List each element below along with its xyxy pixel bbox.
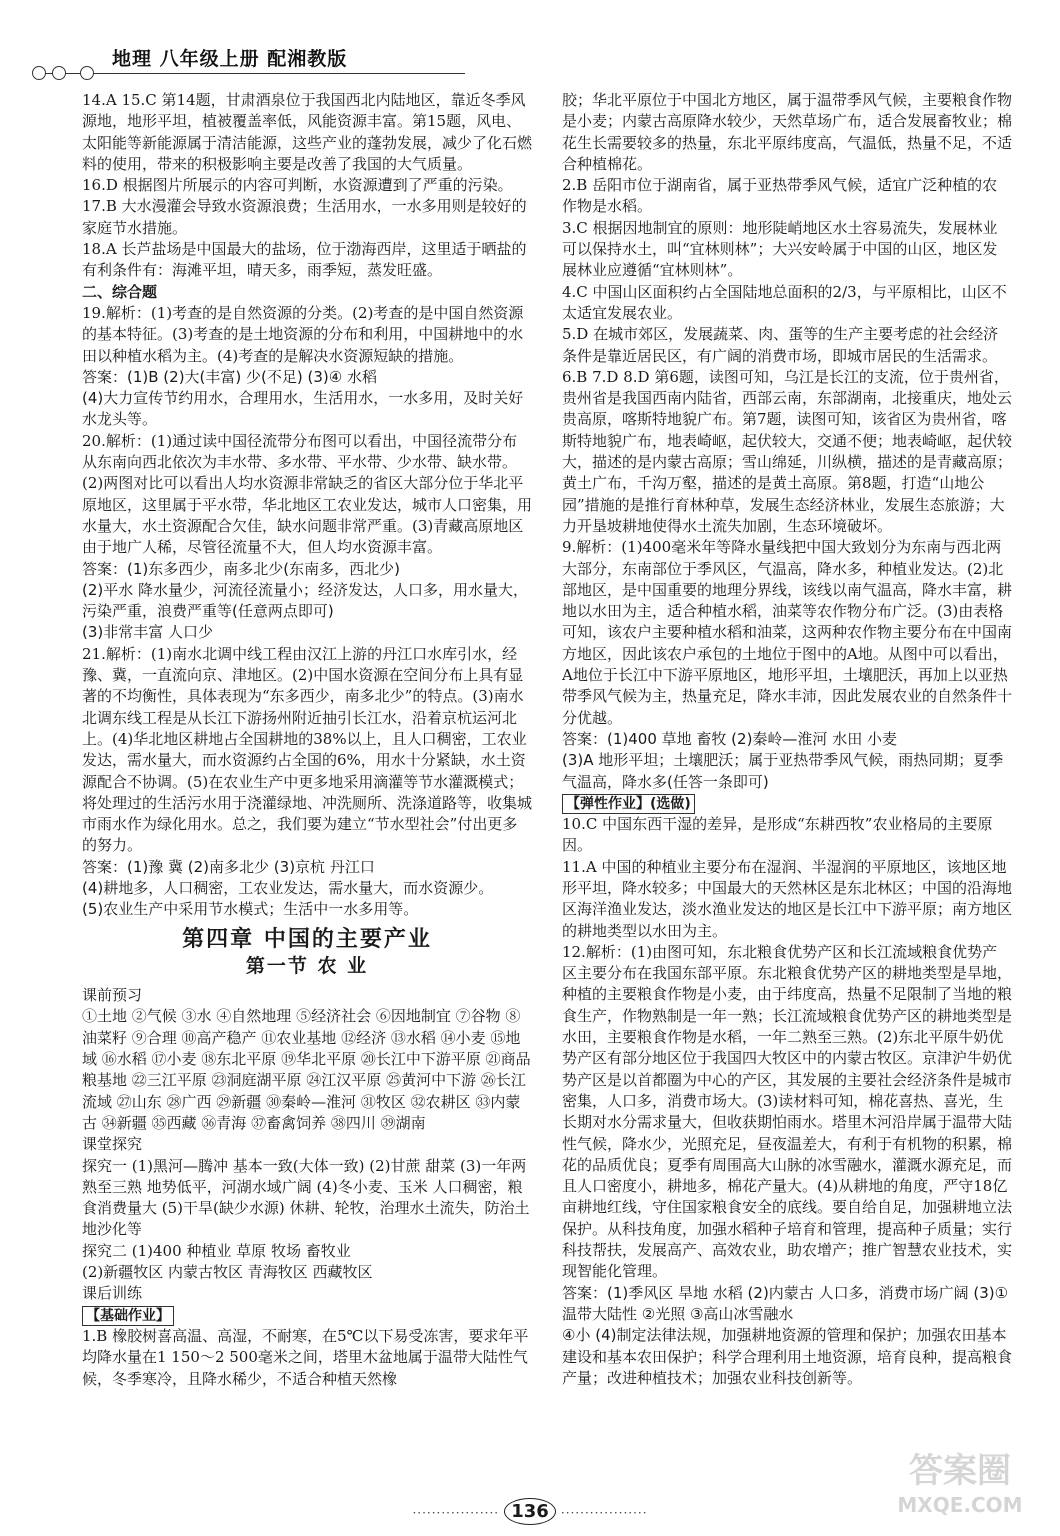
header-rule [40, 73, 465, 74]
analysis-9: 9.解析：(1)400毫米年等降水量线把中国大致划分为东南与西北两大部分，东南部位于季风区，气温高，降水多，种植业发达。(2)北部地区，是中国重要的地理分界线，该线以南气温高，降水丰富，耕地以水田为主，适合种植水稻，油菜等农作物分布广泛。(3)由表格可知，该农户主要种植水稻和油菜，这两种农作物主要分布在中国南方地区，因此该农户承包的土地位于图中的A地。从图中可以看出，A地位于长江中下游平原地区，地形平坦，土壤肥沃，再加上以亚热带季风气候为主，热量充足，降水丰沛，因此发展农业的自然条件十分优越。 [562, 538, 1013, 727]
analysis-20: 20.解析：(1)通过读中国径流带分布图可以看出，中国径流带分布从东南向西北依次为丰水带、多水带、平水带、少水带、缺水带。(2)两图对比可以看出人均水资源非常缺乏的省区大部分位于华北平原地区，这里属于平水带，华北地区工农业发达，城市人口密集，用水量大，水土资源配合欠佳，缺水问题非常严重。(3)青藏高原地区由于地广人稀，尽管径流量不大，但人均水资源丰富。 [82, 431, 533, 557]
watermark-logo [880, 1440, 1040, 1520]
footer-dots-left: ·················· [412, 1506, 500, 1520]
footer-dots-right: ·················· [560, 1506, 648, 1520]
elastic-homework-tag: 【弹性作业】(选做) [562, 794, 695, 814]
answer-9-cont: (3)A 地形平坦；土壤肥沃；属于亚热带季风气候，雨热同期；夏季气温高，降水多(任答一条即可) [562, 751, 1004, 791]
right-column [562, 90, 1012, 1389]
page-header [0, 0, 1060, 95]
answer-2: 2.B 岳阳市位于湖南省，属于亚热带季风气候，适宜广泛种植的农作物是水稻。 [562, 176, 998, 216]
answer-6-8: 6.B 7.D 8.D 第6题，读图可知，乌江是长江的支流，位于贵州省，贵州省是我国西南内陆省，西部云南，东部湖南，北接重庆，地处云贵高原，喀斯特地貌广布。第7题，读图可知，该省区为贵州省，喀斯特地貌广布，地表崎岖，起伏较大，交通不便；地表崎岖，起伏较大，描述的是内蒙古高原；雪山绵延，川纵横，描述的是青藏高原；黄土广布，千沟万壑，描述的是黄土高原。第8题，打造“山地公园”措施的是推行育林种草，发展生态经济林业，发展生态旅游；大力开垦坡耕地使得水土流失加剧，生态环境破坏。 [562, 367, 1013, 535]
preview-answers: ①土地 ②气候 ③水 ④自然地理 ⑤经济社会 ⑥因地制宜 ⑦谷物 ⑧油菜籽 ⑨合理 ⑩高产稳产 ⑪农业基地 ⑫经济 ⑬水稻 ⑭小麦 ⑮地域 ⑯水稻 ⑰小麦 ⑱东北平原 ⑲华北平原 ⑳长江中下游平原 ㉑商品粮基地 ㉒三江平原 ㉓洞庭湖平原 ㉔江汉平原 ㉕黄河中下游 ㉖长江流域 ㉗山东 ㉘广西 ㉙新疆 ㉚秦岭—淮河 ㉛牧区 ㉜农耕区 ㉝内蒙古 ㉞新疆 ㉟西藏 ㊱青海 ㊲畜禽饲养 ㊳四川 ㊴湖南 [82, 1007, 531, 1132]
answer-21-cont: (5)农业生产中采用节水模式；生活中一水多用等。 [82, 900, 419, 919]
ornament-circle [32, 66, 46, 80]
preview-label: 课前预习 [82, 986, 143, 1005]
section-label: 二、综合题 [82, 282, 158, 301]
explore-two: 探究二 (1)400 种植业 草原 牧场 畜牧业 [82, 1241, 351, 1260]
answer-21-cont: (4)耕地多，人口稠密，工农业发达，需水量大，而水资源少。 [82, 878, 494, 897]
ornament-circle [52, 66, 66, 80]
answer-20-cont: (2)平水 降水量少，河流径流量小；经济发达，人口多，用水量大，污染严重，浪费严重等(任意两点即可) [82, 580, 529, 621]
answer-11: 11.A 中国的种植业主要分布在湿润、半湿润的平原地区，该地区地形平坦，降水较多；中国最大的天然林区是东北林区；中国的沿海地区海洋渔业发达，淡水渔业发达的地区是长江中下游平原；南方地区的耕地类型以水田为主。 [562, 857, 1013, 940]
answer-12-cont: ④小 (4)制定法律法规，加强耕地资源的管理和保护；加强农田基本建设和基本农田保护；科学合理利用土地资源，培育良种，提高粮食产量；改进种植技术；加强农业科技创新等。 [562, 1326, 1013, 1387]
after-class-label: 课后训练 [82, 1284, 143, 1303]
watermark-url: MXQE.COM [897, 1493, 1023, 1517]
answer-20-cont: (3)非常丰富 人口少 [82, 623, 214, 642]
chapter-title: 第四章 中国的主要产业 [182, 926, 432, 952]
class-label: 课堂探究 [82, 1135, 143, 1154]
analysis-21: 21.解析：(1)南水北调中线工程由汉江上游的丹江口水库引水，经豫、冀，一直流向京、津地区。(2)中国水资源在空间分布上具有显著的不均衡性，具体表现为“东多西少，南多北少”的特点。(3)南水北调东线工程是从长江下游扬州附近抽引长江水，沿着京杭运河北上。(4)华北地区耕地占全国耕地的38%以上，且人口稠密，工农业发达，需水量大，而水资源约占全国的6%，用水十分紧缺，水土资源配合不协调。(5)在农业生产中更多地采用滴灌等节水灌溉模式；将处理过的生活污水用于浇灌绿地、冲洗厕所、洗涤道路等，收集城市雨水作为绿化用水。总之，我们要为建立“节水型社会”付出更多的努力。 [82, 644, 533, 855]
answer-item: 14.A 15.C 第14题，甘肃酒泉位于我国西北内陆地区，靠近冬季风源地，地形平坦，植被覆盖率低，风能资源丰富。第15题，风电、太阳能等新能源属于清洁能源，这些产业的蓬勃发展，减少了化石燃料的使用，带来的积极影响主要是改善了我国的大气质量。 [82, 91, 533, 173]
explore-one: 探究一 (1)黑河—腾冲 基本一致(大体一致) (2)甘蔗 甜菜 (3)一年两熟至三熟 地势低平，河湖水域广阔 (4)冬小麦、玉米 人口稠密，粮食消费量大 (5)干旱(缺少水源) 休耕、轮牧，治理水土流失，防治土地沙化等 [82, 1156, 530, 1239]
answer-21: 答案：(1)豫 冀 (2)南多北少 (3)京杭 丹江口 [82, 857, 375, 876]
answer-10: 10.C 中国东西干湿的差异，是形成“东耕西牧”农业格局的主要原因。 [562, 815, 993, 855]
answer-5: 5.D 在城市郊区，发展蔬菜、肉、蛋等的生产主要考虑的社会经济条件是靠近居民区，有广阔的消费市场，即城市居民的生活需求。 [562, 325, 999, 365]
answer-item: 16.D 根据图片所展示的内容可判断，水资源遭到了严重的污染。 [82, 176, 513, 195]
answer-item: 18.A 长芦盐场是中国最大的盐场，位于渤海西岸，这里适于晒盐的有利条件有：海滩平坦，晴天多，雨季短，蒸发旺盛。 [82, 240, 527, 280]
answer-1-cont: 胶；华北平原位于中国北方地区，属于温带季风气候，主要粮食作物是小麦；内蒙古高原降水较少，天然草场广布，适合发展畜牧业；棉花生长需要较多的热量，东北平原纬度高，气温低，热量不足，不适合种植棉花。 [562, 91, 1013, 173]
analysis-19: 19.解析：(1)考查的是自然资源的分类。(2)考查的是中国自然资源的基本特征。(3)考查的是土地资源的分布和利用，中国耕地中的水田以种植水稻为主。(4)考查的是解决水资源短缺的措施。 [82, 303, 524, 365]
analysis-12: 12.解析：(1)由图可知，东北粮食优势产区和长江流域粮食优势产区主要分布在我国东部平原。东北粮食优势产区的耕地类型是旱地，种植的主要粮食作物是小麦，由于纬度高，热量不足限制了当地的粮食生产，作物熟制是一年一熟；长江流域粮食优势产区的耕地类型是水田，主要粮食作物是水稻，一年二熟至三熟。(2)东北平原牛奶优势产区有部分地区位于我国四大牧区中的内蒙古牧区。京津沪牛奶优势产区是以首都圈为中心的产区，其发展的主要社会经济条件是城市密集，人口多，消费市场大。(3)读材料可知，棉花喜热、喜光，生长期对水分需求量大，但收获期怕雨水。塔里木河沿岸属于温带大陆性气候，降水少，光照充足，昼夜温差大，有利于有机物的积累，棉花的品质优良；夏季有周围高大山脉的冰雪融水，灌溉水源充足，而且人口密度小，耕地多，棉花产量大。(4)从耕地的角度，严守18亿亩耕地红线，守住国家粮食安全的底线。要自给自足，加强耕地立法保护。从科技角度，加强水稻种子培育和管理，提高种子质量；实行科技帮扶，发展高产、高效农业，助农增产；推广智慧农业技术，实现智能化管理。 [562, 942, 1013, 1281]
answer-19-cont: (4)大力宣传节约用水，合理用水，生活用水，一水多用，及时关好水龙头等。 [82, 389, 524, 429]
answer-item: 17.B 大水漫灌会导致水资源浪费；生活用水，一水多用则是较好的家庭节水措施。 [82, 197, 527, 237]
book-title: 地理 八年级上册 配湘教版 [112, 48, 348, 70]
page-number: 136 [504, 1498, 556, 1525]
answer-3: 3.C 根据因地制宜的原则：地形陡峭地区水土容易流失，发展林业可以保持水土，叫“宜林则林”；大兴安岭属于中国的山区，地区发展林业应遵循“宜林则林”。 [562, 218, 998, 280]
answer-12: 答案：(1)季风区 旱地 水稻 (2)内蒙古 人口多，消费市场广阔 (3)①温带大陆性 ②光照 ③高山冰雪融水 [562, 1283, 1009, 1323]
answer-20: 答案：(1)东多西少，南多北少(东南多，西北少) [82, 559, 400, 578]
answer-19: 答案：(1)B (2)大(丰富) 少(不足) (3)④ 水稻 [82, 367, 377, 386]
section-title: 第一节 农 业 [245, 954, 369, 977]
left-column [82, 90, 532, 1390]
answer-4: 4.C 中国山区面积约占全国陆地总面积的2/3，与平原相比，山区不太适宜发展农业。 [562, 282, 1007, 322]
watermark-text: 答案圈 [909, 1451, 1011, 1491]
basic-homework-tag: 【基础作业】 [82, 1306, 174, 1326]
answer-9: 答案：(1)400 草地 畜牧 (2)秦岭—淮河 水田 小麦 [562, 729, 897, 748]
explore-two-cont: (2)新疆牧区 内蒙古牧区 青海牧区 西藏牧区 [82, 1263, 373, 1282]
ornament-circle [80, 66, 94, 80]
answer-1: 1.B 橡胶树喜高温、高湿，不耐寒，在5℃以下易受冻害，要求年平均降水量在1 150～2 500毫米之间，塔里木盆地属于温带大陆性气候，冬季寒冷，且降水稀少，不适合种植天然橡 [82, 1326, 529, 1388]
